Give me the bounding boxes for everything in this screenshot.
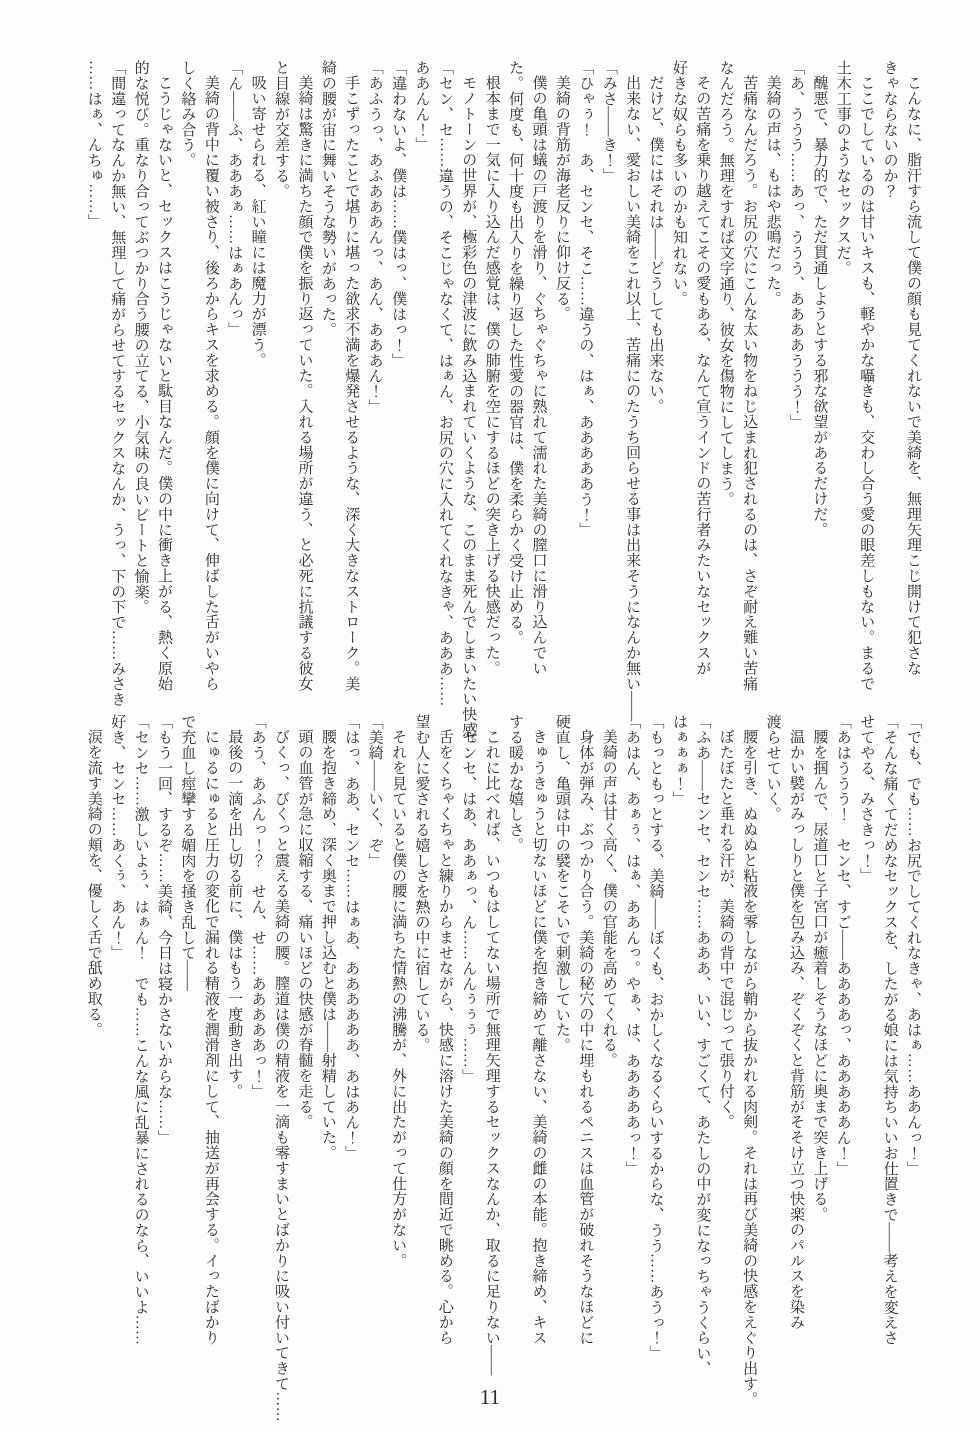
text-line: 渡らせていく。: [764, 714, 781, 822]
text-line: 「はっ、ああ、センセ……はぁあ、ああああああ、あはあん！」: [343, 714, 360, 1161]
text-line: 出来ない、愛おしい美綺をこれ以上、苦痛にのたうち回らせる事は出来そうになんか無い――: [624, 75, 641, 722]
text-line: モノトーンの世界が、極彩色の津波に飲み込まれていくような、このまま死んでしまいたい快感。: [460, 75, 477, 753]
text-line: 土木工事のようなセックスだ。: [834, 60, 851, 276]
text-line: せてやる、みさきっ！」: [858, 714, 875, 884]
text-line: 温かい襞がみっしりと僕を包み込み、ぞくぞくと背筋がそそけ立つ快楽のパルスを染み: [787, 729, 804, 1330]
text-line: 僕の亀頭は蟻の戸渡りを滑り、ぐちゃぐちゃに熟れて濡れた美綺の膣口に滑り込んでい: [530, 75, 547, 676]
text-line: こうじゃないと、セックスはこうじゃないと駄目なんだ。僕の中に衝き上がる、熱く原始: [156, 75, 172, 691]
text-line: 「そんな痛くてだめなセックスを、したがる娘には気持ちいいお仕置きで――考えを変えさ: [881, 714, 898, 1346]
text-line: 「セン、セ……違うの、そこじゃなくて、はぁん、お尻の穴に入れてくれなきゃ、あああ……: [436, 60, 453, 707]
text-line: 根本まで一気に入り込んだ感覚は、僕の肺腑を空にするほどの突き上げる快感だった。: [483, 75, 500, 676]
text-line: 手こずったことで堪りに堪った欲求不満を爆発させるような、深く大きなストローク。美: [343, 75, 360, 691]
text-line: ああんん！」: [413, 60, 430, 153]
text-line: と目線が交差する。: [273, 60, 290, 199]
text-line: はぁぁぁ！」: [670, 714, 687, 807]
text-line: 醜悪で、暴力的で、ただ貫通しようとする邪な欲望があるだけだ。: [811, 75, 828, 537]
text-line: だけど、僕にはそれは――どうしても出来ない。: [647, 75, 664, 414]
text-line: こんなに、脂汗すら流して僕の顔も見てくれないで美綺を、無理矢理こじ開けて犯さな: [905, 75, 921, 676]
text-line: 「もっともっとする、美綺――ぼくも、おかしくなるくらいするからな、うう……あうっ！」: [647, 714, 664, 1361]
text-line: 腰を掴んで、尿道口と子宮口が癒着しそうなほどに奥まで突き上げる。: [811, 729, 828, 1222]
text-line: その苦痛を乗り越えてこその愛もある、なんて宣うインドの苦行者みたいなセックスが: [694, 75, 711, 676]
text-line: 苦痛なんだろう。お尻の穴にこんな太い物をねじ込まれ犯されるのは、さぞ耐え難い苦痛: [741, 75, 758, 691]
text-line: 「あふうっ、あふあああんっ、あん、あああん！」: [366, 60, 383, 415]
text-line: にゅるにゅると圧力の変化で漏れる精液を潤滑剤にして、抽送が再会する。イったばかり: [202, 729, 219, 1345]
text-line: 望む人に愛される嬉しさを熱の中に宿している。: [413, 714, 430, 1053]
text-line: 「違わないよ、僕は……僕はっ、僕はっ！」: [390, 60, 407, 368]
page-number: 11: [479, 1385, 501, 1409]
text-line: きゃならないのか？: [881, 60, 898, 199]
text-line: 美綺の背中に覆い被さり、後ろからキスを求める。顔を僕に向けて、伸ばした舌がいやら: [202, 75, 219, 691]
text-line: 硬直し、亀頭は中の襞をこそいで刺激していた。: [553, 714, 570, 1053]
text-line: 吸い寄せられる、紅い瞳には魔力が漂う。: [249, 75, 266, 368]
text-line: 「美綺――いく、ぞ」: [366, 714, 383, 868]
text-line: びくっ、びくっと震える美綺の腰。膣道は僕の精液を一滴も零すまいとばかりに吸い付いてきて……: [273, 729, 290, 1422]
text-line: 頭の血管が急に収縮する、痛いほどの快感が脊髄を走る。: [296, 729, 313, 1130]
text-line: 身体が弾み、ぶつかり合う。美綺の秘穴の中に埋もれるペニスは血管が破れそうなほどに: [577, 729, 594, 1345]
text-line: 涙を流す美綺の頬を、優しく舌で舐め取る。: [85, 729, 102, 1037]
text-line: 「あう、あふんっ！？ せん、せ……あああああっ！」: [249, 714, 266, 1099]
text-line: 好き、センセ……あくぅ、あん！」: [109, 714, 126, 961]
text-line: それを見ていると僕の腰に満ちた情熱の沸騰が、外に出たがって仕方がない。: [390, 729, 407, 1268]
text-line: 腰を引き、ぬぬぬと粘液を零しながら鞘から抜かれる肉剣。それは再び美綺の快感をえぐり出す。: [741, 729, 758, 1407]
text-line: ここでしているのは甘いキスも、軽やかな囁きも、交わし合う愛の眼差しもない。まるで: [858, 75, 875, 691]
text-line: ……はぁ、んちゅ……」: [85, 60, 102, 230]
text-line: 美綺の声は甘く高く、僕の官能を高めてくれる。: [600, 729, 617, 1068]
text-block-upper: [76, 60, 924, 753]
text-line: これに比べれば、いつもはしてない場所で無理矢理するセックスなんか、取るに足りない――: [483, 729, 500, 1376]
text-line: 「みさ――き！」: [600, 60, 617, 184]
text-line: なんだろう。無理をすれば文字通り、彼女を傷物にしてしまう。: [717, 60, 734, 507]
text-line: 「センセ……激しいよぅ、はぁん！ でも……こんな風に乱暴にされるのなら、いいよ……: [132, 714, 149, 1346]
text-line: 「ひゃぅ！ あ、センセ、そこ……違うの、はぁ、あああああう！」: [577, 60, 594, 538]
text-line: きゅうきゅうと切ないほどに僕を抱き締めて離さない、美綺の雌の本能。抱き締め、キス: [530, 729, 547, 1345]
text-line: た。何度も、何十度も出入りを繰り返した性愛の器官は、僕を柔らかく受け止める。: [507, 60, 524, 646]
text-line: ぼたぼたと垂れる汗が、美綺の背中で混じって張り付く。: [717, 729, 734, 1130]
text-line: 最後の一滴を出し切る前に、僕はもう一度動き出す。: [226, 729, 243, 1099]
text-line: 「ふあ――センセ、センセ……あああ、いい、すごくて、あたしの中が変になっちゃうくらい、: [694, 714, 711, 1377]
text-line: 美綺の声は、もはや悲鳴だった。: [764, 75, 781, 306]
text-line: する暖かな嬉しさ。: [507, 714, 524, 853]
text-line: 「間違ってなんか無い、無理して痛がらせてするセックスなんか、うっ、下の下で……みさき: [109, 60, 126, 707]
text-line: 好きな奴らも多いのかも知れない。: [670, 60, 687, 307]
text-line: 「あはううう！ センセ、すご――ああああっ、あああああん！」: [834, 714, 851, 1176]
text-line: しく絡み合う。: [179, 60, 196, 168]
text-line: 的な悦び。重なり合ってぶつかり合う腰の立てる、小気味の良いビートと愉楽。: [132, 60, 149, 615]
text-line: 「あ、ううう……あっ、ううう、ああああううう！」: [787, 60, 804, 430]
text-line: 美綺は驚きに満ちた顔で僕を振り返っていた。入れる場所が違う、と必死に抗議する彼女: [296, 75, 313, 691]
text-line: 「センセ、はあ、ああぁっ、ん……んんぅぅぅ……」: [460, 714, 477, 1084]
text-line: 綺の腰が宙に舞いそうな勢いがあった。: [319, 60, 336, 338]
text-line: 「ん――ふ、あああぁ……はぁあんっ」: [226, 60, 243, 338]
text-line: 「もう一回、するぞ……美綺、今日は寝かさないからな……」: [156, 714, 172, 1146]
text-line: 美綺の背筋が海老反りに仰け反る。: [553, 75, 570, 322]
text-line: 腰を抱き締め、深く奥まで押し込むと僕は――射精していた。: [319, 729, 336, 1161]
text-line: で充血し痙攣する媚肉を掻き乱して――: [179, 714, 196, 992]
text-line: 「でも、でも……お尻でしてくれなきゃ、あはぁ……ああんっ！」: [905, 714, 921, 1176]
text-line: 舌をくちゃくちゃと練りからませながら、快感に溶けた美綺の顔を間近で眺める。心から: [436, 729, 453, 1345]
text-line: 「あはん、あぁぅ、はぁ、ああんっ。やぁ、は、あああああっ！」: [624, 714, 641, 1176]
